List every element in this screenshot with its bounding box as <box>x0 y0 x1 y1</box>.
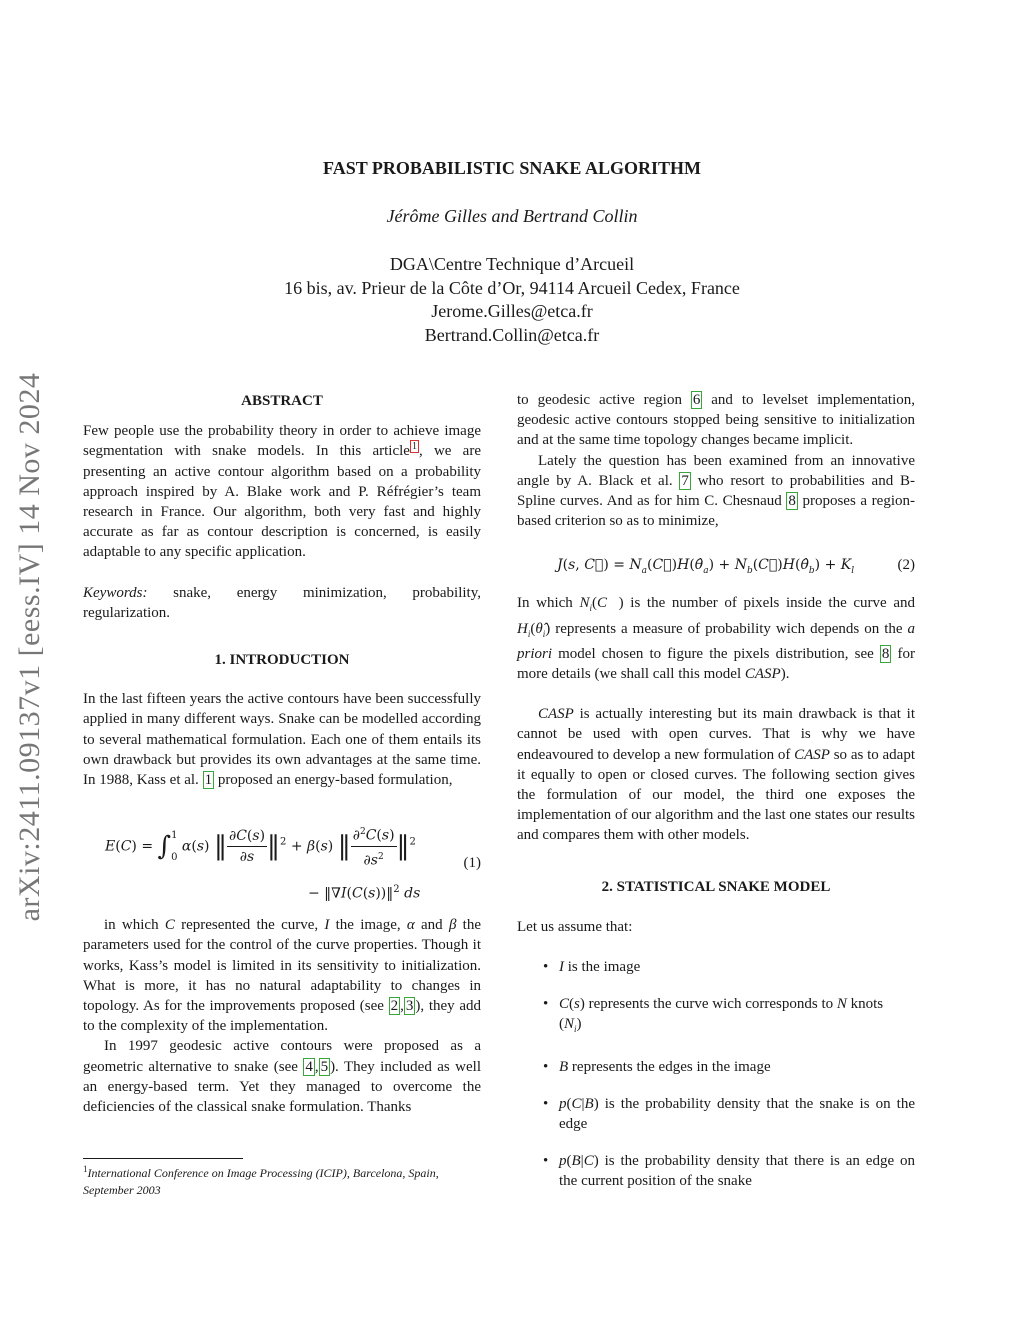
equation-2: J(s, C⃗) = $N_a(C⃗)H(\thetâ_a)$ + $N_b(C⃗)H(\thetâ_b) + K_l$ (2) <box>557 557 915 577</box>
paragraph: Lately the question has been examined from an innovative angle by A. Black et al. 7 who resort to probabilities and B-Spline curves. And as for him C. Chesnaud 8 proposes a region-based criterion so as to minimize, <box>517 452 915 530</box>
citation-link[interactable]: 2 <box>390 998 399 1015</box>
citation-link[interactable]: 5 <box>320 1058 329 1075</box>
paragraph: CASP is actually interesting but its main drawback is that it cannot be used with open curves. That is why we have endeavoured to develop a new formulation of CASP so as to adapt it equally to open or closed curves. The following section gives the formulation of our model, the third one exposes the implementation of our algorithm and the last one states our results and compares them with other models. <box>517 706 915 844</box>
citation-link[interactable]: 3 <box>405 998 414 1015</box>
list-item: • C(s) represents the curve wich corresponds to N knots $(N_i)$ <box>517 994 915 1039</box>
affiliation <box>0 253 1024 347</box>
affiliation-line: DGA\Centre Technique d’Arcueil <box>389 254 635 274</box>
paragraph: to geodesic active region 6 and to levelset implementation, geodesic active contours stopped being sensitive to initialization and at the same time topology changes became implicit. <box>517 392 915 449</box>
abstract-text: Few people use the probability theory in order to achieve image segmentation with snake models. In this article $^1$ , we are presenting an active contour algorithm based on a probability approach inspired by A. Blake work and P. Réfrégier’s team research in France. Our algorithm, both very fast and highly accurate as far as contour description is concerned, is easily adaptable to any specific application. <box>83 423 481 561</box>
paragraph: In the last fifteen years the active contours have been successfully applied in many different ways. Snake can be modelled according to several mathematical formulation. Each one of them entails its own drawback but provides its own advantages at the same time. In 1988, Kass et al. 1 proposed an energy-based formulation, <box>83 691 481 789</box>
citation-link[interactable]: 6 <box>692 392 701 408</box>
list-item: • p(B|C) is the probability density that there is an edge on the current position of the snake <box>517 1151 915 1191</box>
footnote-link[interactable]: 1 <box>411 441 417 453</box>
abstract-heading: ABSTRACT <box>241 393 323 409</box>
paragraph: Let us assume that: <box>517 918 633 935</box>
footnote-rule <box>83 1158 243 1159</box>
arxiv-identifier: arXiv:2411.09137v1 [eess.IV] 14 Nov 2024 <box>13 372 46 922</box>
citation-link[interactable]: 7 <box>681 472 689 489</box>
footnote: $^1$International Conference on Image Processing (ICIP), Barcelona, Spain, September 2003 <box>83 1158 481 1199</box>
paper-title: FAST PROBABILISTIC SNAKE ALGORITHM <box>323 158 701 178</box>
section-heading-introduction: 1. INTRODUCTION <box>214 652 350 669</box>
citation-link[interactable]: 8 <box>881 645 890 662</box>
citation-link[interactable]: 4 <box>305 1058 313 1075</box>
assumption-list <box>517 957 915 1192</box>
list-item: • B represents the edges in the image <box>517 1057 915 1077</box>
list-item: • I is the image <box>517 957 915 977</box>
paragraph: In 1997 geodesic active contours were proposed as a geometric alternative to snake (see 4 , 5 ). They included as well an energy-based term. Yet they managed to overcome the deficiencies of the classical snake formulation. Thanks <box>83 1038 481 1116</box>
author-email[interactable]: Jerome.Gilles@etca.fr <box>431 301 593 321</box>
paragraph: In which $N_i(C⃗)$ is the number of pixels inside the curve and $H_i(\thetâ_i)$ represents a measure of probability wich depends on the a priori model chosen to figure the pixels distribution, see 8 for more details (we shall call this model CASP). <box>517 595 915 683</box>
equation-1: E(C) = ∫ 1 0 α(s) ‖ $\frac{\partial C(s)}{\partial s}$ ‖$^2$ + β(s) ‖ $\frac{\partial^2C(s)}{\partial s^2}$ ‖$^2$ − ‖∇I(C(s))‖$^2$ ds (1) <box>83 818 481 910</box>
paragraph: in which C represented the curve, I the image, α and β the parameters used for the control of the curve properties. Though it works, Kass’s model is limited in its sensitivity to initialization. What is more, it has no natural adaptability to changes in topology. As for the improvements proposed (see 2 , 3 ), they add to the complexity of the implementation. <box>83 917 482 1035</box>
citation-link[interactable]: 8 <box>788 493 796 510</box>
author-email[interactable]: Bertrand.Collin@etca.fr <box>424 324 600 345</box>
paper-authors: Jérôme Gilles and Bertrand Collin <box>386 206 638 226</box>
section-heading-statistical-snake-model: 2. STATISTICAL SNAKE MODEL <box>601 878 831 895</box>
keywords: Keywords: snake, energy minimization, probability, regularization. <box>83 584 481 621</box>
list-item: • p(C|B) is the probability density that the snake is on the edge <box>517 1094 915 1134</box>
right-column <box>517 390 915 1209</box>
citation-link[interactable]: 1 <box>204 772 213 789</box>
left-column <box>83 390 481 1117</box>
affiliation-address: 16 bis, av. Prieur de la Côte d’Or, 94114 Arcueil Cedex, France <box>284 277 740 298</box>
